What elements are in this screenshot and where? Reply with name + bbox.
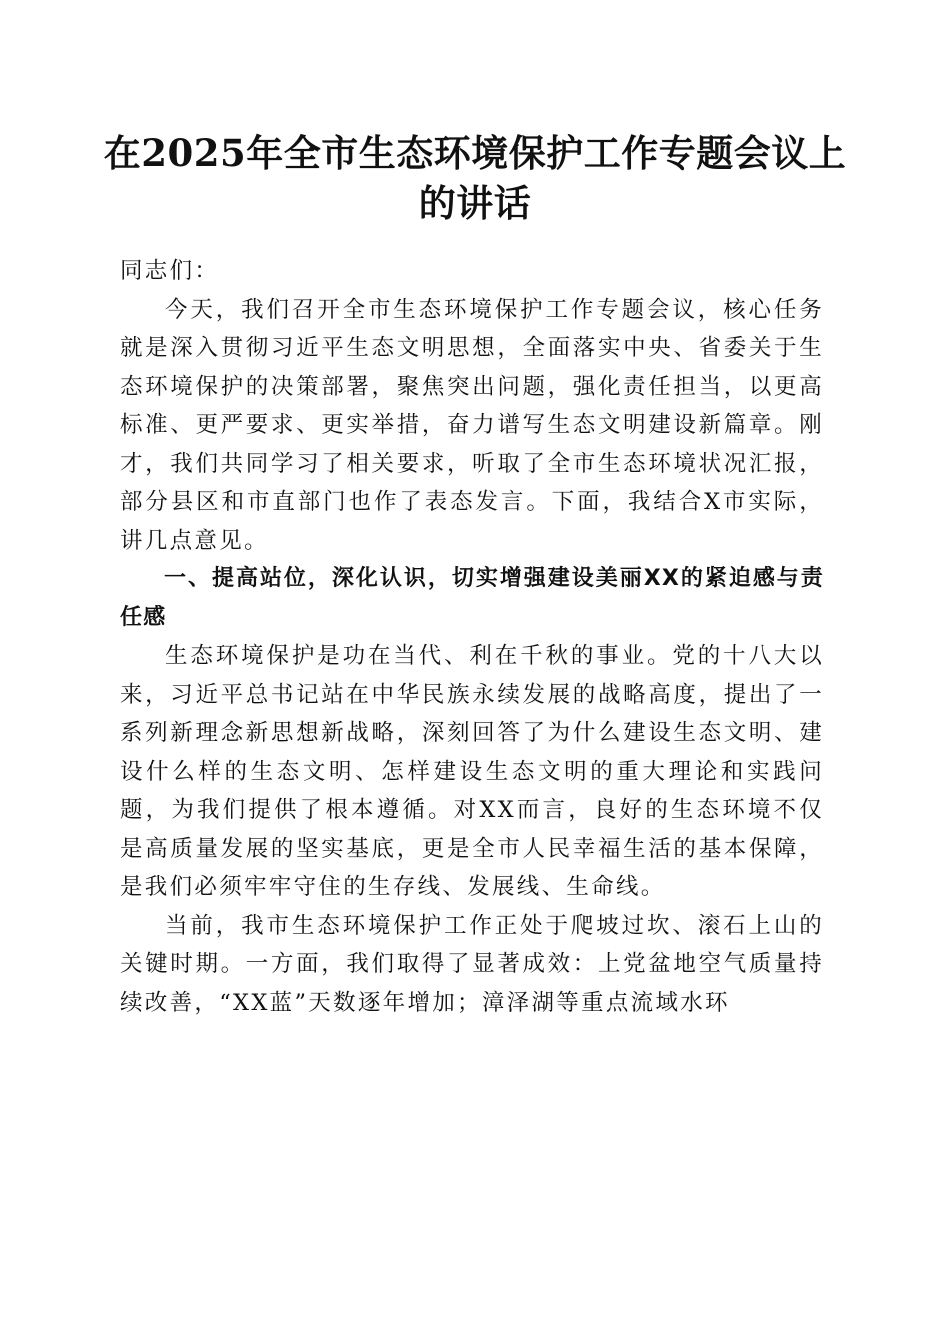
paragraph-current-situation: 当前，我市生态环境保护工作正处于爬坡过坎、滚石上山的关键时期。一方面，我们取得了显著成效：上党盆地空气质量持续改善，“XX蓝”天数逐年增加；漳泽湖等重点流域水环 [120, 912, 824, 1016]
title-line-1: 在2025年全市生态环境保护工作专题会议上 [103, 131, 847, 175]
paragraph-intro: 今天，我们召开全市生态环境保护工作专题会议，核心任务就是深入贯彻习近平生态文明思想，全面落实中央、省委关于生态环境保护的决策部署，聚焦突出问题，强化责任担当，以更高标准、更严要求、更实举措，奋力谱写生态文明建设新篇章。刚才，我们共同学习了相关要求，听取了全市生态环境状况汇报，部分县区和市直部门也作了表态发言。下面，我结合X市实际，讲几点意见。 [120, 296, 824, 554]
salutation: 同志们： [120, 258, 220, 284]
paragraph-significance: 生态环境保护是功在当代、利在千秋的事业。党的十八大以来，习近平总书记站在中华民族永续发展的战略高度，提出了一系列新理念新思想新战略，深刻回答了为什么建设生态文明、建设什么样的生态文明、怎样建设生态文明的重大理论和实践问题，为我们提供了根本遵循。对XX而言，良好的生态环境不仅是高质量发展的坚实基底，更是全市人民幸福生活的基本保障，是我们必须牢牢守住的生存线、发展线、生命线。 [120, 643, 824, 900]
document-title [100, 128, 850, 228]
document-body [120, 252, 824, 1022]
title-line-2: 的讲话 [418, 181, 532, 225]
section-heading-1: 一、提高站位，深化认识，切实增强建设美丽XX的紧迫感与责任感 [120, 566, 824, 630]
